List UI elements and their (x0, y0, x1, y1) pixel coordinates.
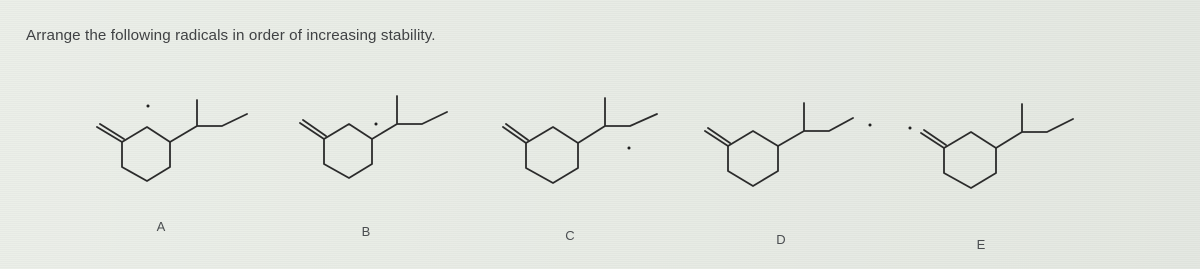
radical-structure-b (300, 96, 447, 178)
structure-label-c: C (565, 228, 575, 243)
structure-label-b: B (361, 224, 371, 239)
radical-structure-c (503, 98, 657, 183)
structure-label-e: E (976, 237, 986, 252)
radical-structure-d (705, 103, 872, 186)
question-text: Arrange the following radicals in order of increasing stability. (26, 27, 436, 44)
radical-structure-e (909, 104, 1074, 188)
radical-structure-a (97, 100, 247, 181)
structure-label-d: D (776, 232, 786, 247)
structure-label-a: A (156, 219, 166, 234)
